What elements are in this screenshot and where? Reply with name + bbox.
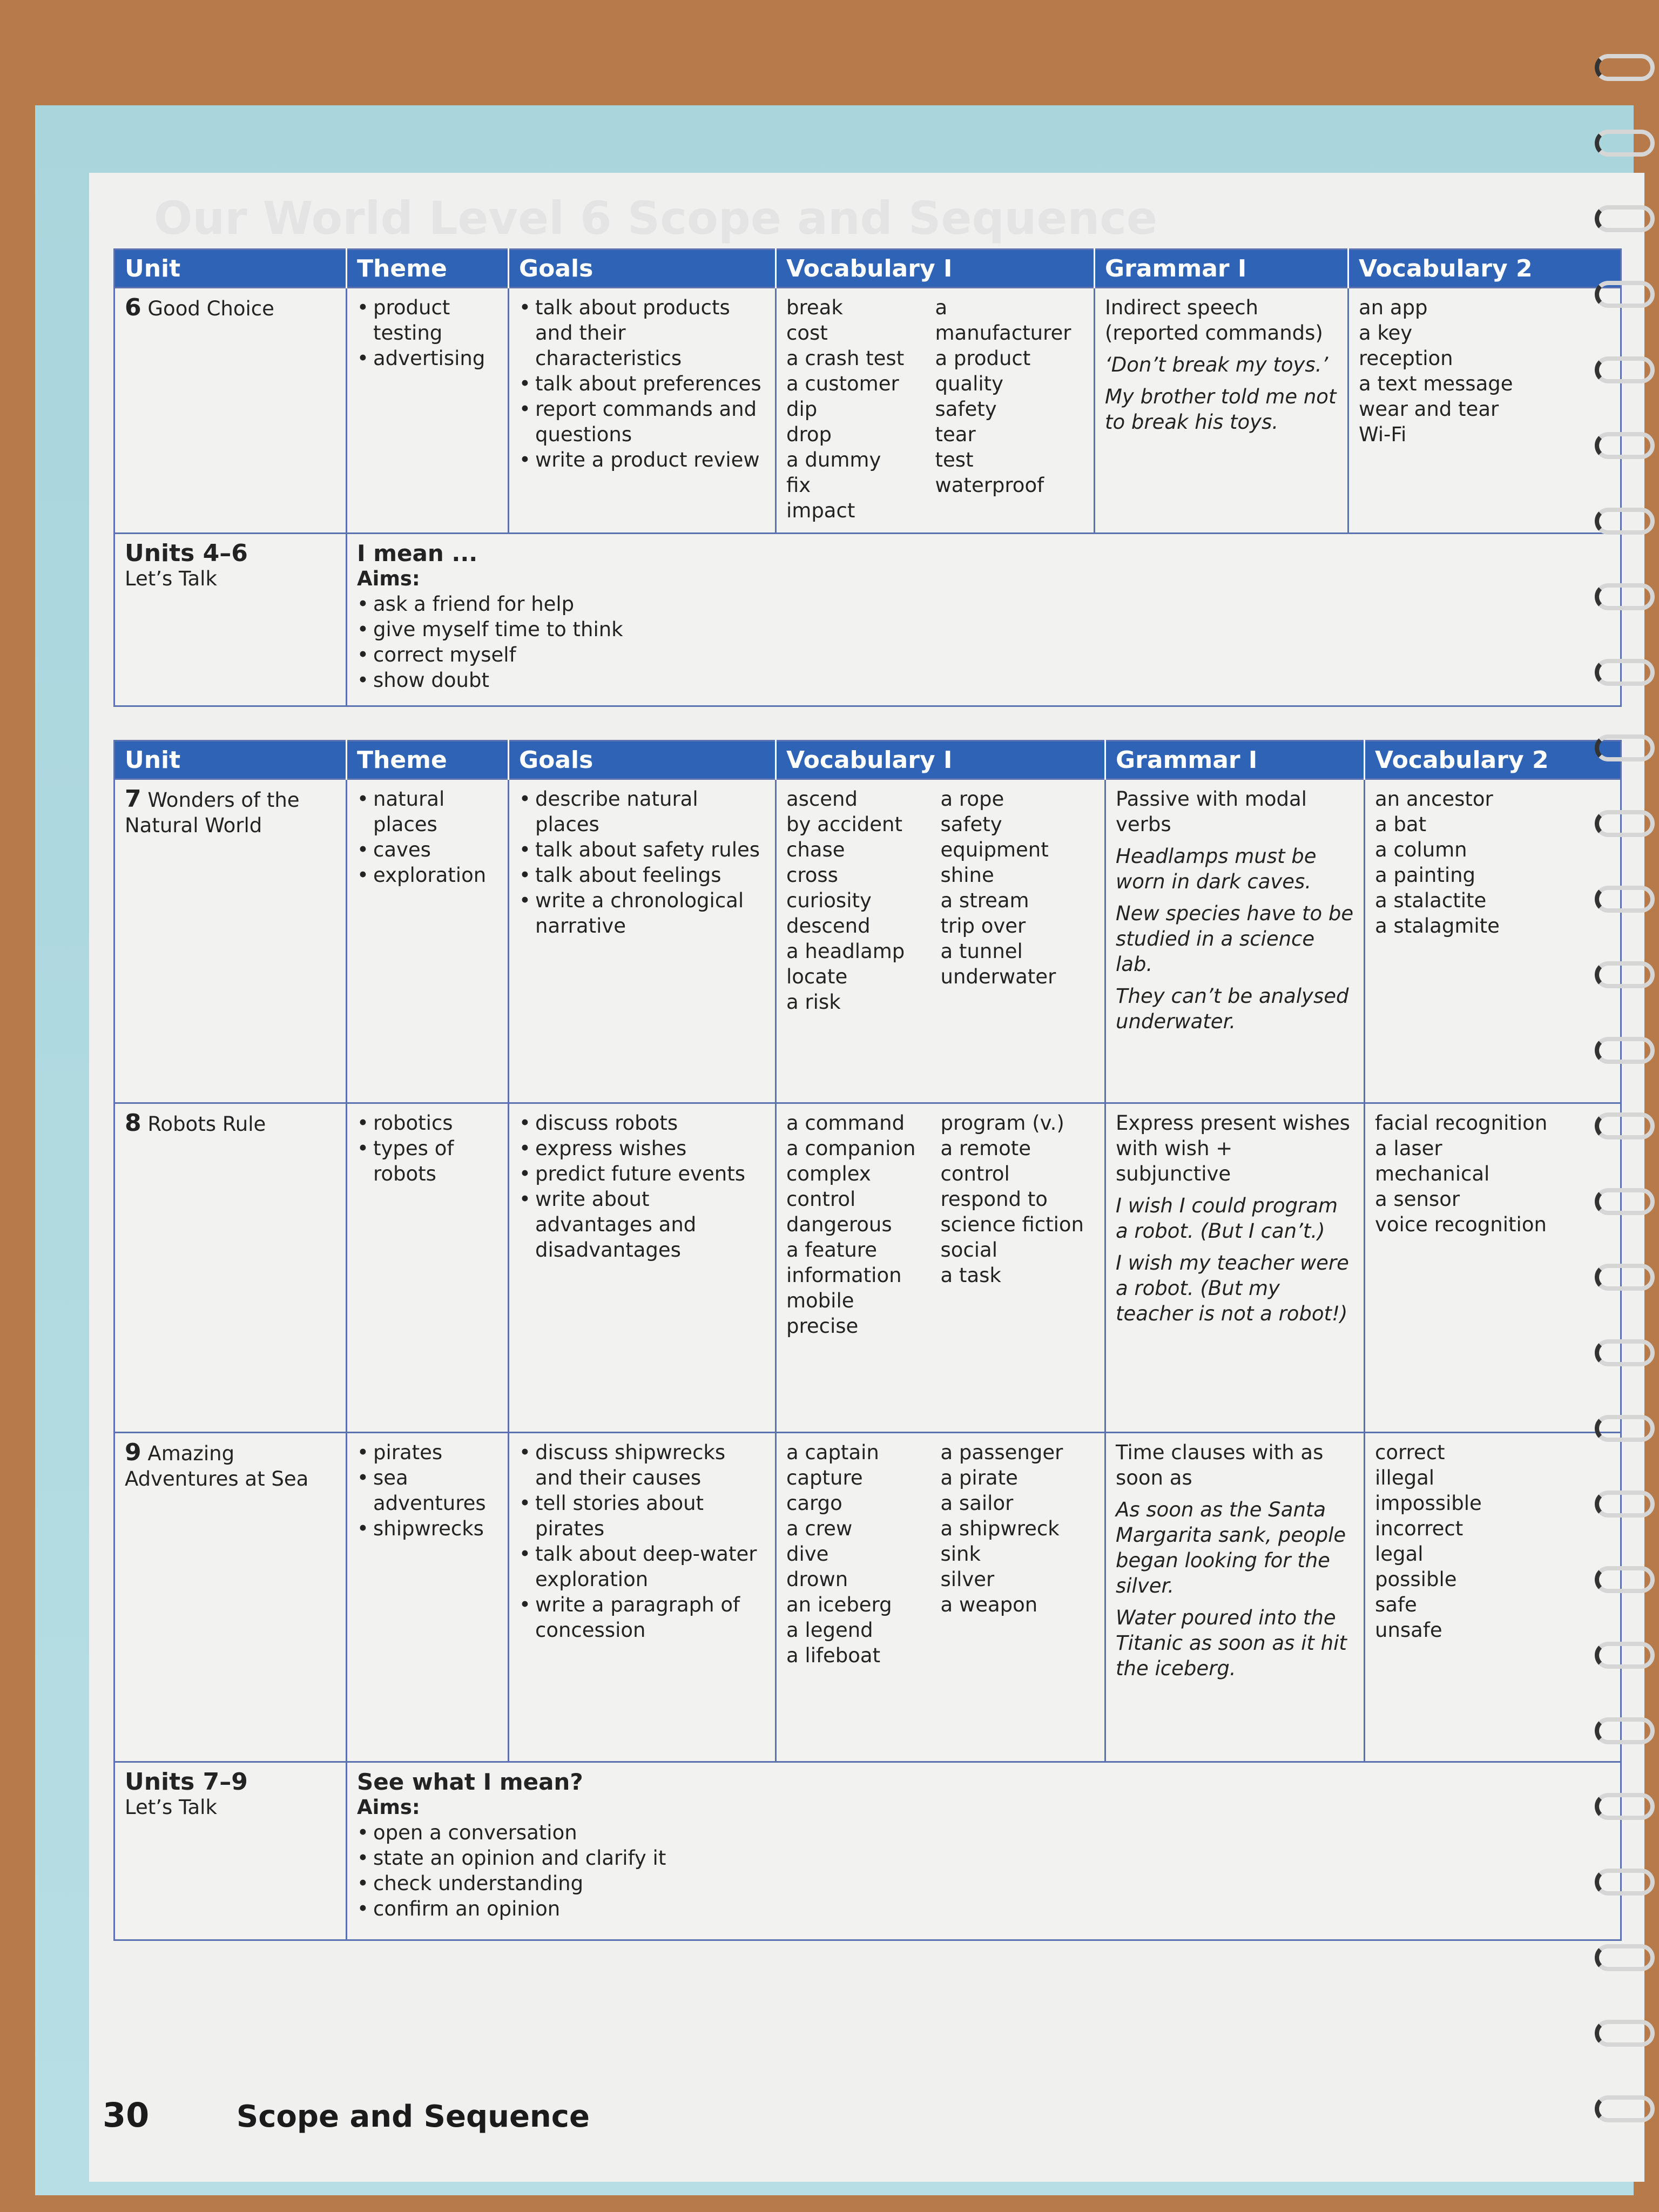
unit-cell bbox=[114, 779, 347, 1103]
vocab-word: a painting bbox=[1375, 864, 1476, 887]
vocab-word: dangerous bbox=[786, 1213, 892, 1236]
vocab-word: a shipwreck bbox=[940, 1517, 1060, 1540]
col-header-goals: Goals bbox=[509, 741, 776, 779]
vocab-word: social bbox=[940, 1238, 997, 1262]
vocab-word: dive bbox=[786, 1542, 829, 1566]
vocab-word: a weapon bbox=[940, 1593, 1038, 1616]
vocab2-cell bbox=[1365, 1103, 1621, 1433]
vocab-word: a feature bbox=[786, 1238, 878, 1262]
vocab2-cell bbox=[1365, 1433, 1621, 1762]
col-header-grammar: Grammar I bbox=[1105, 741, 1365, 779]
theme-item: • types of robots bbox=[357, 1136, 498, 1186]
vocab-word: descend bbox=[786, 914, 871, 938]
vocab-word: an app bbox=[1359, 296, 1428, 319]
unit-title: Wonders of the Natural World bbox=[125, 788, 300, 837]
vocab-word: legal bbox=[1375, 1542, 1424, 1566]
aim-item: • ask a friend for help bbox=[357, 591, 1610, 617]
vocab-word: trip over bbox=[940, 914, 1026, 938]
vocab-word: ascend bbox=[786, 787, 858, 811]
vocab-word: a product bbox=[935, 347, 1031, 370]
col-header-vocab1: Vocabulary I bbox=[776, 249, 1095, 288]
lets-talk-units-cell bbox=[114, 534, 347, 706]
lets-talk-label: Let’s Talk bbox=[125, 567, 217, 590]
spiral-ring bbox=[1595, 54, 1655, 81]
goal-item: • report commands and questions bbox=[519, 396, 765, 447]
aims-label: Aims: bbox=[357, 567, 420, 590]
goal-item: • tell stories about pirates bbox=[519, 1491, 765, 1541]
grammar-cell bbox=[1105, 779, 1365, 1103]
col-header-vocab1: Vocabulary I bbox=[776, 741, 1105, 779]
vocab-word: complex bbox=[786, 1162, 871, 1185]
vocab-word: a remote control bbox=[940, 1137, 1031, 1185]
grammar-example: I wish my teacher were a robot. (But my teacher is not a robot!) bbox=[1116, 1251, 1349, 1325]
grammar-example: ‘Don’t break my toys.’ bbox=[1105, 353, 1328, 376]
vocab-word: a sensor bbox=[1375, 1188, 1460, 1211]
vocab-word: science fiction bbox=[940, 1213, 1084, 1236]
spiral-ring bbox=[1595, 205, 1655, 232]
spiral-ring bbox=[1595, 1566, 1655, 1593]
theme-item: • shipwrecks bbox=[357, 1516, 498, 1541]
spiral-ring bbox=[1595, 1037, 1655, 1064]
vocab-word: drown bbox=[786, 1568, 848, 1591]
aim-item: • state an opinion and clarify it bbox=[357, 1845, 1610, 1871]
vocab-word: drop bbox=[786, 423, 832, 446]
aim-item: • show doubt bbox=[357, 667, 1610, 693]
vocab-word: a customer bbox=[786, 372, 899, 395]
vocab-word: mechanical bbox=[1375, 1162, 1490, 1185]
grammar-cell bbox=[1105, 1433, 1365, 1762]
vocab1-cell bbox=[776, 1433, 1105, 1762]
goal-item: • discuss shipwrecks and their causes bbox=[519, 1440, 765, 1491]
vocab2-cell bbox=[1365, 779, 1621, 1103]
vocab-word: silver bbox=[940, 1568, 995, 1591]
unit-row-9 bbox=[114, 1433, 1621, 1762]
spiral-ring bbox=[1595, 659, 1655, 686]
book-page bbox=[89, 173, 1644, 2182]
grammar-cell bbox=[1095, 288, 1348, 534]
lets-talk-title: See what I mean? bbox=[357, 1769, 583, 1795]
spiral-ring bbox=[1595, 508, 1655, 535]
vocab-word: locate bbox=[786, 965, 848, 988]
unit-cell bbox=[114, 1433, 347, 1762]
goal-item: • write about advantages and disadvantages bbox=[519, 1186, 765, 1263]
goal-item: • talk about feelings bbox=[519, 862, 765, 888]
col-header-unit: Unit bbox=[114, 249, 347, 288]
unit-number: 6 bbox=[125, 294, 141, 321]
theme-item: • natural places bbox=[357, 786, 498, 837]
lets-talk-units: Units 7–9 bbox=[125, 1768, 248, 1796]
grammar-topic: Passive with modal verbs bbox=[1116, 787, 1307, 836]
spiral-ring bbox=[1595, 1339, 1655, 1366]
goal-item: • talk about preferences bbox=[519, 371, 765, 396]
lets-talk-row-7-9 bbox=[114, 1762, 1621, 1940]
vocab-word: a risk bbox=[786, 990, 841, 1014]
spiral-ring bbox=[1595, 130, 1655, 157]
vocab-word: impossible bbox=[1375, 1492, 1482, 1515]
vocab2-cell bbox=[1348, 288, 1621, 534]
grammar-topic: Indirect speech (reported commands) bbox=[1105, 296, 1323, 345]
goal-item: • talk about deep-water exploration bbox=[519, 1541, 765, 1592]
col-header-goals: Goals bbox=[509, 249, 776, 288]
vocab-word: reception bbox=[1359, 347, 1453, 370]
vocab-word: safe bbox=[1375, 1593, 1417, 1616]
vocab-word: safety bbox=[935, 397, 997, 421]
footer-title: Scope and Sequence bbox=[236, 2099, 590, 2134]
aim-item: • correct myself bbox=[357, 642, 1610, 667]
spiral-ring bbox=[1595, 886, 1655, 913]
vocab-word: a tunnel bbox=[940, 940, 1023, 963]
vocab1-cell bbox=[776, 1103, 1105, 1433]
spiral-ring bbox=[1595, 432, 1655, 459]
aim-item: • check understanding bbox=[357, 1871, 1610, 1896]
grammar-example: New species have to be studied in a science lab. bbox=[1116, 902, 1354, 976]
vocab-word: possible bbox=[1375, 1568, 1457, 1591]
grammar-example: My brother told me not to break his toys. bbox=[1105, 385, 1337, 434]
col-header-vocab2: Vocabulary 2 bbox=[1365, 741, 1621, 779]
theme-item: • advertising bbox=[357, 346, 498, 371]
vocab-word: a passenger bbox=[940, 1441, 1063, 1464]
grammar-example: Headlamps must be worn in dark caves. bbox=[1116, 845, 1317, 893]
grammar-topic: Express present wishes with wish + subjunctive bbox=[1116, 1111, 1350, 1185]
theme-item: • sea adventures bbox=[357, 1465, 498, 1516]
goal-item: • express wishes bbox=[519, 1136, 765, 1161]
scope-table-2 bbox=[113, 740, 1622, 1941]
vocab-word: a command bbox=[786, 1111, 905, 1135]
unit-title: Amazing Adventures at Sea bbox=[125, 1442, 309, 1491]
header-row bbox=[114, 741, 1621, 779]
vocab-word: a key bbox=[1359, 321, 1413, 345]
lets-talk-title: I mean ... bbox=[357, 540, 478, 567]
spiral-ring bbox=[1595, 734, 1655, 761]
lets-talk-content bbox=[347, 1762, 1621, 1940]
vocab-word: precise bbox=[786, 1314, 859, 1338]
vocab-word: a column bbox=[1375, 838, 1467, 861]
grammar-topic: Time clauses with as soon as bbox=[1116, 1441, 1324, 1489]
spiral-ring bbox=[1595, 1869, 1655, 1896]
vocab-word: a rope bbox=[940, 787, 1004, 811]
vocab-word: underwater bbox=[940, 965, 1056, 988]
goal-item: • discuss robots bbox=[519, 1110, 765, 1136]
vocab-word: a headlamp bbox=[786, 940, 905, 963]
unit-number: 7 bbox=[125, 785, 141, 813]
unit-title: Good Choice bbox=[147, 297, 274, 320]
goals-cell bbox=[509, 1103, 776, 1433]
scope-table-1 bbox=[113, 248, 1622, 707]
vocab-word: a crew bbox=[786, 1517, 853, 1540]
theme-item: • product testing bbox=[357, 295, 498, 346]
vocab-word: illegal bbox=[1375, 1466, 1435, 1489]
vocab-word: information bbox=[786, 1264, 902, 1287]
vocab-word: test bbox=[935, 448, 974, 471]
unit-cell bbox=[114, 288, 347, 534]
vocab-word: cargo bbox=[786, 1492, 842, 1515]
spiral-binding bbox=[1594, 54, 1659, 2187]
theme-cell bbox=[347, 1103, 509, 1433]
goals-cell bbox=[509, 779, 776, 1103]
vocab-word: safety equipment bbox=[940, 813, 1049, 861]
goal-item: • write a product review bbox=[519, 447, 765, 473]
vocab-word: a crash test bbox=[786, 347, 905, 370]
aim-item: • open a conversation bbox=[357, 1820, 1610, 1845]
unit-title: Robots Rule bbox=[147, 1112, 266, 1136]
spiral-ring bbox=[1595, 961, 1655, 988]
vocab-word: program (v.) bbox=[940, 1111, 1064, 1135]
unit-cell bbox=[114, 1103, 347, 1433]
vocab1-cell bbox=[776, 288, 1095, 534]
aims-label: Aims: bbox=[357, 1796, 420, 1819]
lets-talk-units: Units 4–6 bbox=[125, 539, 248, 567]
vocab-word: incorrect bbox=[1375, 1517, 1464, 1540]
aim-item: • give myself time to think bbox=[357, 617, 1610, 642]
unit-row-6 bbox=[114, 288, 1621, 534]
vocab-word: chase bbox=[786, 838, 845, 861]
vocab-word: a dummy bbox=[786, 448, 881, 471]
vocab-word: an iceberg bbox=[786, 1593, 892, 1616]
goal-item: • write a paragraph of concession bbox=[519, 1592, 765, 1643]
vocab-word: sink bbox=[940, 1542, 981, 1566]
vocab1-cell bbox=[776, 779, 1105, 1103]
spiral-ring bbox=[1595, 1264, 1655, 1291]
vocab-word: impact bbox=[786, 499, 855, 522]
spiral-ring bbox=[1595, 2020, 1655, 2047]
spiral-ring bbox=[1595, 1415, 1655, 1442]
vocab-word: an ancestor bbox=[1375, 787, 1493, 811]
spiral-ring bbox=[1595, 810, 1655, 837]
vocab-word: a bat bbox=[1375, 813, 1427, 836]
vocab-word: Wi-Fi bbox=[1359, 423, 1407, 446]
vocab-word: correct bbox=[1375, 1441, 1445, 1464]
vocab-word: a stream bbox=[940, 889, 1029, 912]
grammar-example: As soon as the Santa Margarita sank, people began looking for the silver. bbox=[1116, 1498, 1346, 1597]
vocab-word: a companion bbox=[786, 1137, 916, 1160]
theme-cell bbox=[347, 1433, 509, 1762]
spiral-ring bbox=[1595, 2095, 1655, 2122]
lets-talk-label: Let’s Talk bbox=[125, 1796, 217, 1819]
spiral-ring bbox=[1595, 1188, 1655, 1215]
spiral-ring bbox=[1595, 281, 1655, 308]
faint-page-title: Our World Level 6 Scope and Sequence bbox=[154, 192, 1157, 245]
unit-row-7 bbox=[114, 779, 1621, 1103]
vocab-word: voice recognition bbox=[1375, 1213, 1547, 1236]
spiral-ring bbox=[1595, 1793, 1655, 1820]
spiral-ring bbox=[1595, 1642, 1655, 1669]
spiral-ring bbox=[1595, 356, 1655, 383]
header-row bbox=[114, 249, 1621, 288]
vocab-word: a text message bbox=[1359, 372, 1513, 395]
page-footer bbox=[103, 2095, 590, 2135]
col-header-vocab2: Vocabulary 2 bbox=[1348, 249, 1621, 288]
vocab-word: waterproof bbox=[935, 474, 1044, 497]
goal-item: • predict future events bbox=[519, 1161, 765, 1186]
spiral-ring bbox=[1595, 1491, 1655, 1518]
grammar-example: I wish I could program a robot. (But I can’t.) bbox=[1116, 1194, 1338, 1243]
vocab-word: a lifeboat bbox=[786, 1644, 881, 1667]
spiral-ring bbox=[1595, 1112, 1655, 1139]
vocab-word: cost bbox=[786, 321, 828, 345]
spiral-ring bbox=[1595, 1944, 1655, 1971]
goal-item: • describe natural places bbox=[519, 786, 765, 837]
unit-number: 8 bbox=[125, 1109, 141, 1137]
aim-item: • confirm an opinion bbox=[357, 1896, 1610, 1921]
vocab-word: a legend bbox=[786, 1618, 873, 1642]
lets-talk-content bbox=[347, 534, 1621, 706]
theme-cell bbox=[347, 288, 509, 534]
vocab-word: wear and tear bbox=[1359, 397, 1499, 421]
vocab-word: quality bbox=[935, 372, 1004, 395]
vocab-word: a pirate bbox=[940, 1466, 1018, 1489]
goal-item: • talk about safety rules bbox=[519, 837, 765, 862]
vocab-word: tear bbox=[935, 423, 976, 446]
vocab-word: mobile bbox=[786, 1289, 854, 1312]
col-header-theme: Theme bbox=[347, 249, 509, 288]
grammar-example: Water poured into the Titanic as soon as it hit the iceberg. bbox=[1116, 1606, 1347, 1680]
lets-talk-units-cell bbox=[114, 1762, 347, 1940]
goals-cell bbox=[509, 1433, 776, 1762]
vocab-word: a laser bbox=[1375, 1137, 1442, 1160]
theme-item: • exploration bbox=[357, 862, 498, 888]
vocab-word: a captain bbox=[786, 1441, 879, 1464]
theme-item: • pirates bbox=[357, 1440, 498, 1465]
theme-cell bbox=[347, 779, 509, 1103]
vocab-word: capture bbox=[786, 1466, 863, 1489]
theme-item: • robotics bbox=[357, 1110, 498, 1136]
vocab-word: by accident bbox=[786, 813, 902, 836]
vocab-word: a task bbox=[940, 1264, 1001, 1287]
unit-row-8 bbox=[114, 1103, 1621, 1433]
theme-item: • caves bbox=[357, 837, 498, 862]
vocab-word: a sailor bbox=[940, 1492, 1014, 1515]
vocab-word: a stalagmite bbox=[1375, 914, 1500, 938]
goal-item: • write a chronological narrative bbox=[519, 888, 765, 939]
goals-cell bbox=[509, 288, 776, 534]
spiral-ring bbox=[1595, 1717, 1655, 1744]
unit-number: 9 bbox=[125, 1439, 141, 1466]
lets-talk-row-4-6 bbox=[114, 534, 1621, 706]
col-header-unit: Unit bbox=[114, 741, 347, 779]
grammar-cell bbox=[1105, 1103, 1365, 1433]
vocab-word: shine bbox=[940, 864, 994, 887]
vocab-word: dip bbox=[786, 397, 818, 421]
vocab-word: a manufacturer bbox=[935, 296, 1071, 345]
vocab-word: cross bbox=[786, 864, 838, 887]
vocab-word: control bbox=[786, 1188, 856, 1211]
vocab-word: facial recognition bbox=[1375, 1111, 1548, 1135]
spiral-ring bbox=[1595, 583, 1655, 610]
vocab-word: unsafe bbox=[1375, 1618, 1442, 1642]
col-header-grammar: Grammar I bbox=[1095, 249, 1348, 288]
col-header-theme: Theme bbox=[347, 741, 509, 779]
vocab-word: a stalactite bbox=[1375, 889, 1487, 912]
vocab-word: fix bbox=[786, 474, 811, 497]
goal-item: • talk about products and their characteristics bbox=[519, 295, 765, 371]
vocab-word: respond to bbox=[940, 1188, 1048, 1211]
page-number: 30 bbox=[103, 2095, 150, 2135]
grammar-example: They can’t be analysed underwater. bbox=[1116, 984, 1349, 1033]
vocab-word: break bbox=[786, 296, 843, 319]
vocab-word: curiosity bbox=[786, 889, 872, 912]
